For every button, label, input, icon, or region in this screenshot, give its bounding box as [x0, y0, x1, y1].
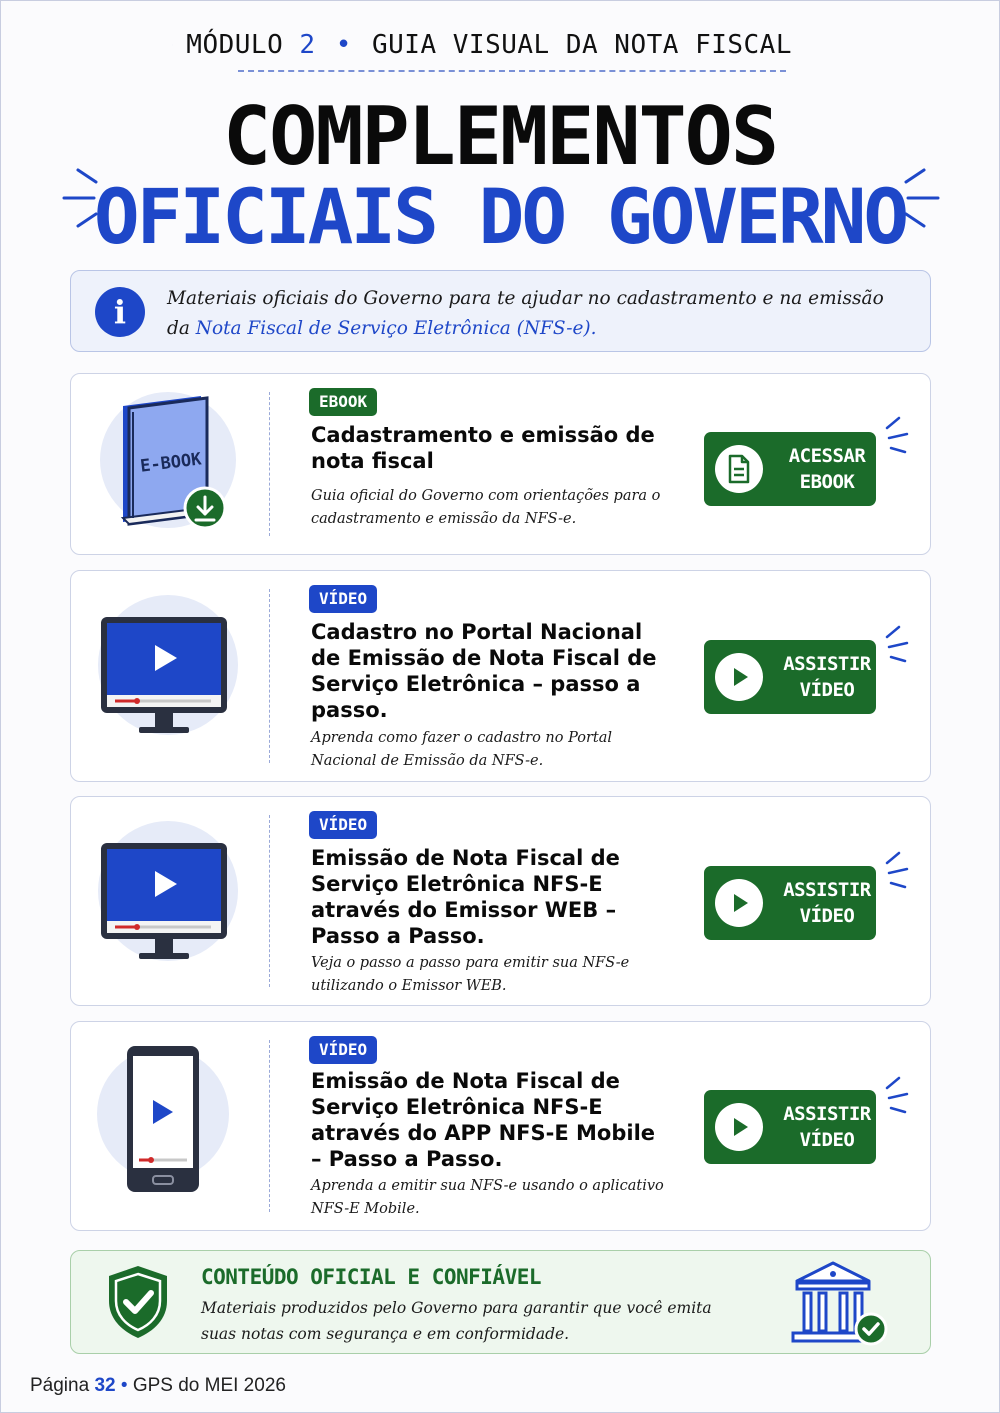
button-label-line2: VÍDEO [799, 679, 855, 701]
watch-video-button[interactable] [704, 640, 876, 714]
button-label [781, 877, 873, 929]
footer-separator: • [120, 1375, 128, 1396]
info-icon: i [95, 287, 145, 337]
spark-lines-icon [883, 625, 913, 665]
page-number: 32 [94, 1375, 116, 1396]
monitor-video-icon [93, 593, 243, 743]
accent-lines-left-icon [60, 168, 100, 228]
resource-card-video-portal [70, 570, 931, 782]
trust-box [70, 1250, 931, 1354]
page-footer [30, 1375, 286, 1397]
card-divider [269, 1040, 270, 1212]
badge-video: VÍDEO [309, 585, 377, 613]
card-description: Aprenda a emitir sua NFS-e usando o aplicativo NFS-E Mobile. [311, 1178, 664, 1217]
play-icon [715, 653, 763, 701]
watch-video-button[interactable] [704, 866, 876, 940]
ebook-icon [93, 388, 243, 538]
accent-lines-right-icon [902, 168, 942, 228]
info-text [167, 284, 887, 344]
spark-lines-icon [883, 416, 913, 456]
play-icon [715, 1103, 763, 1151]
card-title: Cadastro no Portal Nacional de Emissão de Nota Fiscal de Serviço Eletrônica – passo a passo. [311, 620, 657, 722]
module-number: 2 [299, 30, 316, 60]
trust-title: CONTEÚDO OFICIAL E CONFIÁVEL [201, 1265, 542, 1289]
document-icon [715, 445, 763, 493]
button-label-line1: ASSISTIR [783, 653, 871, 675]
page-title-line1: COMPLEMENTOS [223, 90, 777, 183]
page-title-line2: OFICIAIS DO GOVERNO [93, 172, 907, 261]
resource-card-video-web [70, 796, 931, 1006]
play-icon [715, 879, 763, 927]
resource-card-video-mobile [70, 1021, 931, 1231]
button-label [781, 443, 873, 495]
button-label [781, 1101, 873, 1153]
badge-video: VÍDEO [309, 1036, 377, 1064]
spark-lines-icon [883, 851, 913, 891]
info-box [70, 270, 931, 352]
module-header [172, 16, 792, 74]
module-separator: • [335, 30, 352, 60]
monitor-video-icon [93, 819, 243, 969]
module-heading [186, 30, 792, 60]
resource-card-ebook [70, 373, 931, 555]
trust-text: Materiais produzidos pelo Governo para garantir que você emita suas notas com segurança e em conformidade. [201, 1299, 712, 1343]
info-text-highlight: Nota Fiscal de Serviço Eletrônica (NFS-e). [195, 318, 597, 339]
button-label-line1: ACESSAR [788, 445, 866, 467]
card-divider [269, 589, 270, 763]
card-description: Guia oficial do Governo com orientações para o cadastramento e emissão da NFS-e. [311, 488, 661, 527]
ebook-cover-label: E-BOOK [139, 449, 203, 477]
access-ebook-button[interactable] [704, 432, 876, 506]
button-label-line2: VÍDEO [799, 1129, 855, 1151]
button-label-line2: EBOOK [799, 471, 855, 493]
card-title: Cadastramento e emissão de nota fiscal [311, 423, 655, 473]
watch-video-button[interactable] [704, 1090, 876, 1164]
page-label: Página [30, 1375, 90, 1396]
card-description: Aprenda como fazer o cadastro no Portal Nacional de Emissão da NFS-e. [311, 730, 613, 769]
module-label: MÓDULO [186, 30, 284, 60]
card-title: Emissão de Nota Fiscal de Serviço Eletrônica NFS-E através do APP NFS-E Mobile – Passo a Passo. [311, 1069, 656, 1171]
badge-video: VÍDEO [309, 811, 377, 839]
shield-check-icon [105, 1263, 171, 1341]
card-divider [269, 815, 270, 987]
button-label-line2: VÍDEO [799, 905, 855, 927]
header-divider [238, 70, 786, 72]
badge-ebook: EBOOK [309, 388, 377, 416]
module-title: GUIA VISUAL DA NOTA FISCAL [372, 30, 792, 60]
button-label [781, 651, 873, 703]
spark-lines-icon [883, 1076, 913, 1116]
card-title: Emissão de Nota Fiscal de Serviço Eletrônica NFS-E através do Emissor WEB – Passo a Passo. [311, 846, 620, 948]
card-divider [269, 392, 270, 536]
government-building-icon [789, 1259, 893, 1349]
button-label-line1: ASSISTIR [783, 879, 871, 901]
phone-video-icon [93, 1042, 243, 1198]
button-label-line1: ASSISTIR [783, 1103, 871, 1125]
publication-name: GPS do MEI 2026 [132, 1375, 286, 1396]
card-description: Veja o passo a passo para emitir sua NFS-e utilizando o Emissor WEB. [311, 955, 630, 994]
info-text-main: Materiais oficiais do Governo para te ajudar no cadastramento e na emissão da [167, 288, 884, 339]
